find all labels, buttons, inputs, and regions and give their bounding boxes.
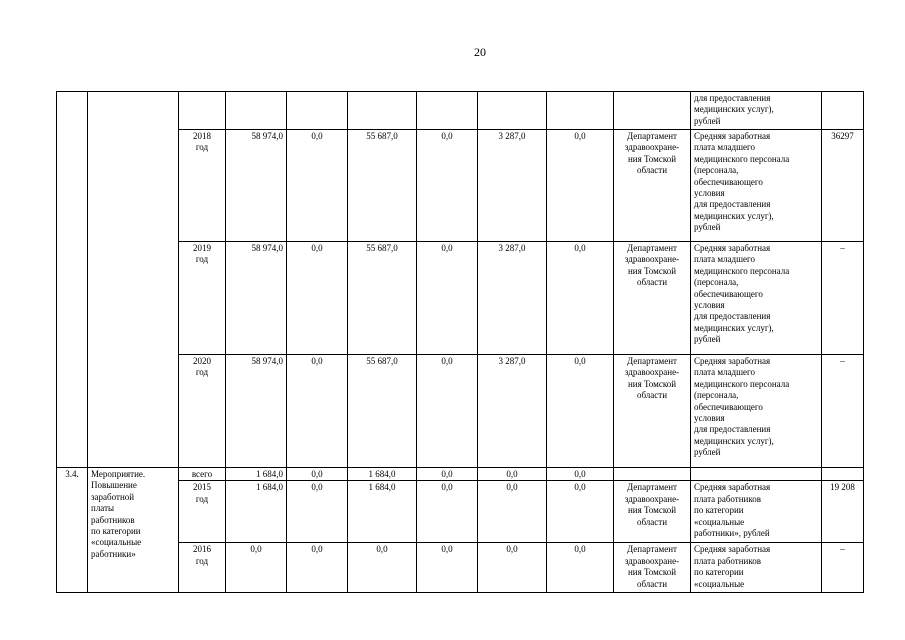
value-cell: 0,0	[547, 355, 614, 468]
value-cell: 0,0	[478, 543, 547, 593]
value-cell: 55 687,0	[348, 130, 417, 242]
target-value-cell: –	[822, 543, 864, 593]
value-cell: 0,0	[547, 130, 614, 242]
table-row	[57, 481, 864, 543]
value-cell: 0,0	[417, 481, 478, 543]
value-cell: 58 974,0	[226, 242, 287, 355]
year-cell: 2016 год	[179, 543, 226, 593]
value-cell: 1 684,0	[348, 468, 417, 481]
executor-cell: Департамент здравоохране- ния Томской области	[614, 242, 691, 355]
value-cell: 58 974,0	[226, 355, 287, 468]
value-cell: 3 287,0	[478, 242, 547, 355]
value-cell: 1 684,0	[226, 468, 287, 481]
value-cell: 0,0	[287, 130, 348, 242]
value-cell	[348, 92, 417, 130]
table-row	[57, 355, 864, 468]
year-cell: всего	[179, 468, 226, 481]
indicator-cell: Средняя заработная плата младшего медицинского персонала (персонала, обеспечивающего условия для предоставления медицинских услуг), рублей	[691, 130, 822, 242]
value-cell: 3 287,0	[478, 355, 547, 468]
year-cell	[179, 92, 226, 130]
value-cell: 0,0	[287, 468, 348, 481]
value-cell: 0,0	[226, 543, 287, 593]
indicator-cell: Средняя заработная плата младшего медицинского персонала (персонала, обеспечивающего условия для предоставления медицинских услуг), рублей	[691, 242, 822, 355]
year-cell: 2015 год	[179, 481, 226, 543]
value-cell	[287, 92, 348, 130]
table-row	[57, 468, 864, 481]
value-cell: 0,0	[348, 543, 417, 593]
year-cell: 2018 год	[179, 130, 226, 242]
value-cell: 1 684,0	[226, 481, 287, 543]
value-cell	[226, 92, 287, 130]
year-cell: 2020 год	[179, 355, 226, 468]
target-value-cell: 19 208	[822, 481, 864, 543]
value-cell: 0,0	[287, 242, 348, 355]
value-cell: 3 287,0	[478, 130, 547, 242]
indicator-cell: Средняя заработная плата работников по категории «социальные	[691, 543, 822, 593]
activity-name-cell	[88, 92, 179, 468]
value-cell: 0,0	[478, 468, 547, 481]
value-cell: 0,0	[547, 481, 614, 543]
row-number-cell: 3.4.	[57, 468, 88, 593]
value-cell	[417, 92, 478, 130]
target-value-cell: –	[822, 242, 864, 355]
value-cell: 0,0	[417, 468, 478, 481]
target-value-cell: –	[822, 355, 864, 468]
table-row	[57, 130, 864, 242]
executor-cell: Департамент здравоохране- ния Томской области	[614, 130, 691, 242]
value-cell: 0,0	[547, 543, 614, 593]
executor-cell: Департамент здравоохране- ния Томской области	[614, 543, 691, 593]
value-cell: 55 687,0	[348, 242, 417, 355]
program-table	[56, 91, 864, 593]
value-cell: 58 974,0	[226, 130, 287, 242]
value-cell: 0,0	[478, 481, 547, 543]
value-cell: 0,0	[287, 543, 348, 593]
value-cell	[478, 92, 547, 130]
executor-cell	[614, 468, 691, 481]
table-row	[57, 242, 864, 355]
value-cell: 0,0	[417, 130, 478, 242]
value-cell: 0,0	[287, 355, 348, 468]
value-cell: 0,0	[417, 242, 478, 355]
executor-cell	[614, 92, 691, 130]
table-row	[57, 543, 864, 593]
page-number: 20	[474, 45, 486, 59]
row-number-cell	[57, 92, 88, 468]
value-cell: 0,0	[547, 242, 614, 355]
indicator-cell: для предоставления медицинских услуг), рублей	[691, 92, 822, 130]
value-cell	[547, 92, 614, 130]
value-cell: 1 684,0	[348, 481, 417, 543]
indicator-cell: Средняя заработная плата младшего медицинского персонала (персонала, обеспечивающего условия для предоставления медицинских услуг), рублей	[691, 355, 822, 468]
executor-cell: Департамент здравоохране- ния Томской области	[614, 355, 691, 468]
year-cell: 2019 год	[179, 242, 226, 355]
indicator-cell: Средняя заработная плата работников по категории «социальные работники», рублей	[691, 481, 822, 543]
value-cell: 0,0	[547, 468, 614, 481]
value-cell: 0,0	[417, 355, 478, 468]
target-value-cell: 36297	[822, 130, 864, 242]
value-cell: 0,0	[417, 543, 478, 593]
activity-name-cell: Мероприятие. Повышение заработной платы работников по категории «социальные работники»	[88, 468, 179, 593]
value-cell: 0,0	[287, 481, 348, 543]
indicator-cell	[691, 468, 822, 481]
executor-cell: Департамент здравоохране- ния Томской области	[614, 481, 691, 543]
target-value-cell	[822, 468, 864, 481]
value-cell: 55 687,0	[348, 355, 417, 468]
target-value-cell	[822, 92, 864, 130]
table-row	[57, 92, 864, 130]
